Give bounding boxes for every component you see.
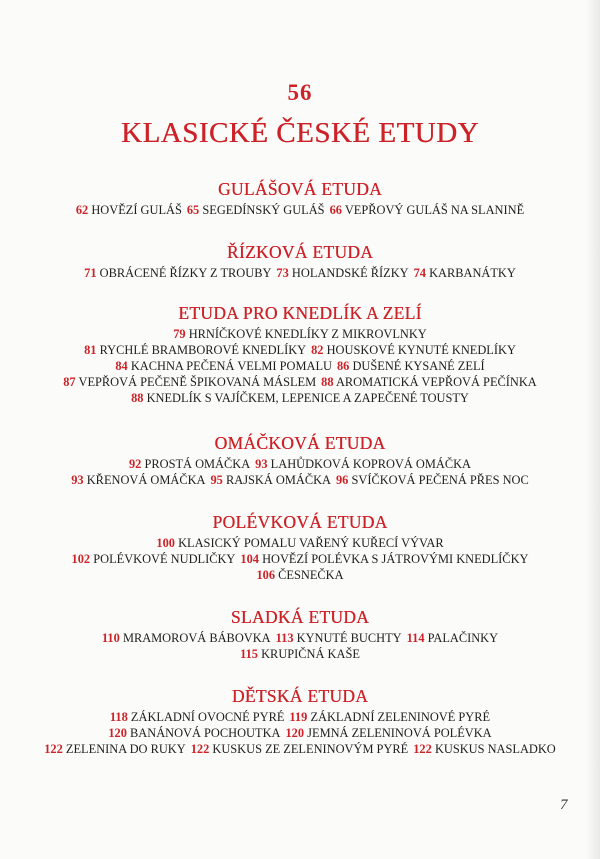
recipe-name: POLÉVKOVÉ NUDLIČKY xyxy=(93,552,236,566)
recipe-name: RAJSKÁ OMÁČKA xyxy=(225,473,331,487)
section-title: DĚTSKÁ ETUDA xyxy=(231,686,369,706)
recipe-name: LAHŮDKOVÁ KOPROVÁ OMÁČKA xyxy=(270,457,471,471)
section-title: ŘÍZKOVÁ ETUDA xyxy=(226,242,374,262)
recipe-page-number: 71 xyxy=(84,266,97,280)
recipe-page-number: 66 xyxy=(329,203,342,217)
recipe-line xyxy=(0,725,600,741)
recipe-name: ZELENINA DO RUKY xyxy=(65,742,186,756)
recipe-name: KUSKUS ZE ZELENINOVÝM PYRÉ xyxy=(212,742,409,756)
recipe-line xyxy=(0,709,600,725)
recipe-page-number: 115 xyxy=(240,647,258,661)
recipe-page-number: 88 xyxy=(131,391,144,405)
recipe-page-number: 120 xyxy=(285,726,305,740)
recipe-page-number: 92 xyxy=(128,457,142,471)
recipe-line xyxy=(0,630,600,646)
recipe-line xyxy=(0,535,600,551)
recipe-line xyxy=(0,646,600,662)
section xyxy=(0,604,600,662)
recipe-name: HOLANDSKÉ ŘÍZKY xyxy=(291,266,409,280)
recipe-name: SVÍČKOVÁ PEČENÁ PŘES NOC xyxy=(351,473,529,487)
recipe-line xyxy=(0,326,600,342)
recipe-page-number: 82 xyxy=(311,343,324,357)
recipe-page-number: 102 xyxy=(71,552,91,566)
section xyxy=(0,176,600,218)
recipe-name: ZÁKLADNÍ OVOCNÉ PYRÉ xyxy=(130,710,285,724)
recipe-line xyxy=(0,390,600,406)
recipe-name: SEGEDÍNSKÝ GULÁŠ xyxy=(202,203,325,217)
recipe-name: VEPŘOVÝ GULÁŠ NA SLANINĚ xyxy=(344,203,525,217)
recipe-page-number: 86 xyxy=(336,359,350,373)
recipe-page-number: 120 xyxy=(108,726,127,740)
recipe-page-number: 104 xyxy=(240,552,259,566)
recipe-page-number: 113 xyxy=(275,631,294,645)
recipe-page-number: 122 xyxy=(413,742,432,756)
recipe-name: KLASICKÝ POMALU VAŘENÝ KUŘECÍ VÝVAR xyxy=(178,536,444,550)
recipe-line xyxy=(0,456,600,472)
section xyxy=(0,239,600,281)
recipe-name: HRNÍČKOVÉ KNEDLÍKY Z MIKROVLNKY xyxy=(188,327,427,341)
recipe-page-number: 122 xyxy=(190,742,210,756)
recipe-page-number: 81 xyxy=(84,343,97,357)
recipe-line xyxy=(0,202,600,218)
section xyxy=(0,683,600,757)
recipe-name: VEPŘOVÁ PEČENĚ ŠPIKOVANÁ MÁSLEM xyxy=(78,375,317,389)
recipe-page-number: 65 xyxy=(186,203,200,217)
section xyxy=(0,300,600,406)
recipe-name: BANÁNOVÁ POCHOUTKA xyxy=(130,726,281,740)
recipe-name: KACHNA PEČENÁ VELMI POMALU xyxy=(130,359,332,373)
recipe-name: OBRÁCENÉ ŘÍZKY Z TROUBY xyxy=(99,266,272,280)
recipe-name: HOVĚZÍ POLÉVKA S JÁTROVÝMI KNEDLÍČKY xyxy=(262,552,529,566)
recipe-page-number: 110 xyxy=(101,631,120,645)
recipe-page-number: 114 xyxy=(406,631,425,645)
recipe-line xyxy=(0,567,600,583)
section-title: OMÁČKOVÁ ETUDA xyxy=(214,433,386,453)
recipe-page-number: 87 xyxy=(63,375,76,389)
recipe-name: KUSKUS NASLADKO xyxy=(434,742,556,756)
recipe-page-number: 88 xyxy=(321,375,334,389)
recipe-line xyxy=(0,551,600,567)
recipe-page-number: 95 xyxy=(210,473,223,487)
recipe-page-number: 106 xyxy=(256,568,276,582)
recipe-line xyxy=(0,374,600,390)
section-title: SLADKÁ ETUDA xyxy=(230,607,370,627)
chapter-page-number: 56 xyxy=(287,80,313,105)
recipe-page-number: 119 xyxy=(289,710,308,724)
recipe-line xyxy=(0,472,600,488)
section-title: POLÉVKOVÁ ETUDA xyxy=(212,512,388,532)
section xyxy=(0,509,600,583)
section-title: ETUDA PRO KNEDLÍK A ZELÍ xyxy=(178,303,422,323)
section xyxy=(0,430,600,488)
recipe-page-number: 62 xyxy=(75,203,89,217)
recipe-name: MRAMOROVÁ BÁBOVKA xyxy=(122,631,271,645)
recipe-page-number: 118 xyxy=(109,710,128,724)
chapter-title: KLASICKÉ ČESKÉ ETUDY xyxy=(121,117,479,149)
recipe-name: DUŠENÉ KYSANÉ ZELÍ xyxy=(352,359,485,373)
recipe-page-number: 100 xyxy=(156,536,175,550)
recipe-name: RYCHLÉ BRAMBOROVÉ KNEDLÍKY xyxy=(99,343,307,357)
recipe-name: JEMNÁ ZELENINOVÁ POLÉVKA xyxy=(307,726,492,740)
recipe-name: KŘENOVÁ OMÁČKA xyxy=(86,473,206,487)
recipe-name: KYNUTÉ BUCHTY xyxy=(296,631,402,645)
recipe-page-number: 93 xyxy=(255,457,268,471)
recipe-page-number: 79 xyxy=(173,327,186,341)
recipe-page-number: 122 xyxy=(44,742,63,756)
section-title: GULÁŠOVÁ ETUDA xyxy=(217,179,383,199)
recipe-page-number: 84 xyxy=(115,359,128,373)
recipe-name: KRUPIČNÁ KAŠE xyxy=(261,647,360,661)
recipe-name: PROSTÁ OMÁČKA xyxy=(144,457,251,471)
recipe-page-number: 93 xyxy=(71,473,84,487)
recipe-page-number: 96 xyxy=(335,473,349,487)
recipe-name: ČESNEČKA xyxy=(278,568,344,582)
recipe-name: HOVĚZÍ GULÁŠ xyxy=(91,203,182,217)
recipe-name: ZÁKLADNÍ ZELENINOVÉ PYRÉ xyxy=(310,710,491,724)
recipe-line xyxy=(0,358,600,374)
recipe-line xyxy=(0,265,600,281)
recipe-name: KARBANÁTKY xyxy=(429,266,516,280)
page-number: 7 xyxy=(560,797,568,813)
recipe-name: KNEDLÍK S VAJÍČKEM, LEPENICE A ZAPEČENÉ TOUSTY xyxy=(146,391,469,405)
recipe-name: PALAČINKY xyxy=(427,631,499,645)
recipe-name: AROMATICKÁ VEPŘOVÁ PEČÍNKA xyxy=(335,375,537,389)
recipe-line xyxy=(0,342,600,358)
recipe-page-number: 74 xyxy=(413,266,426,280)
recipe-page-number: 73 xyxy=(276,266,289,280)
recipe-name: HOUSKOVÉ KYNUTÉ KNEDLÍKY xyxy=(326,343,516,357)
recipe-line xyxy=(0,741,600,757)
